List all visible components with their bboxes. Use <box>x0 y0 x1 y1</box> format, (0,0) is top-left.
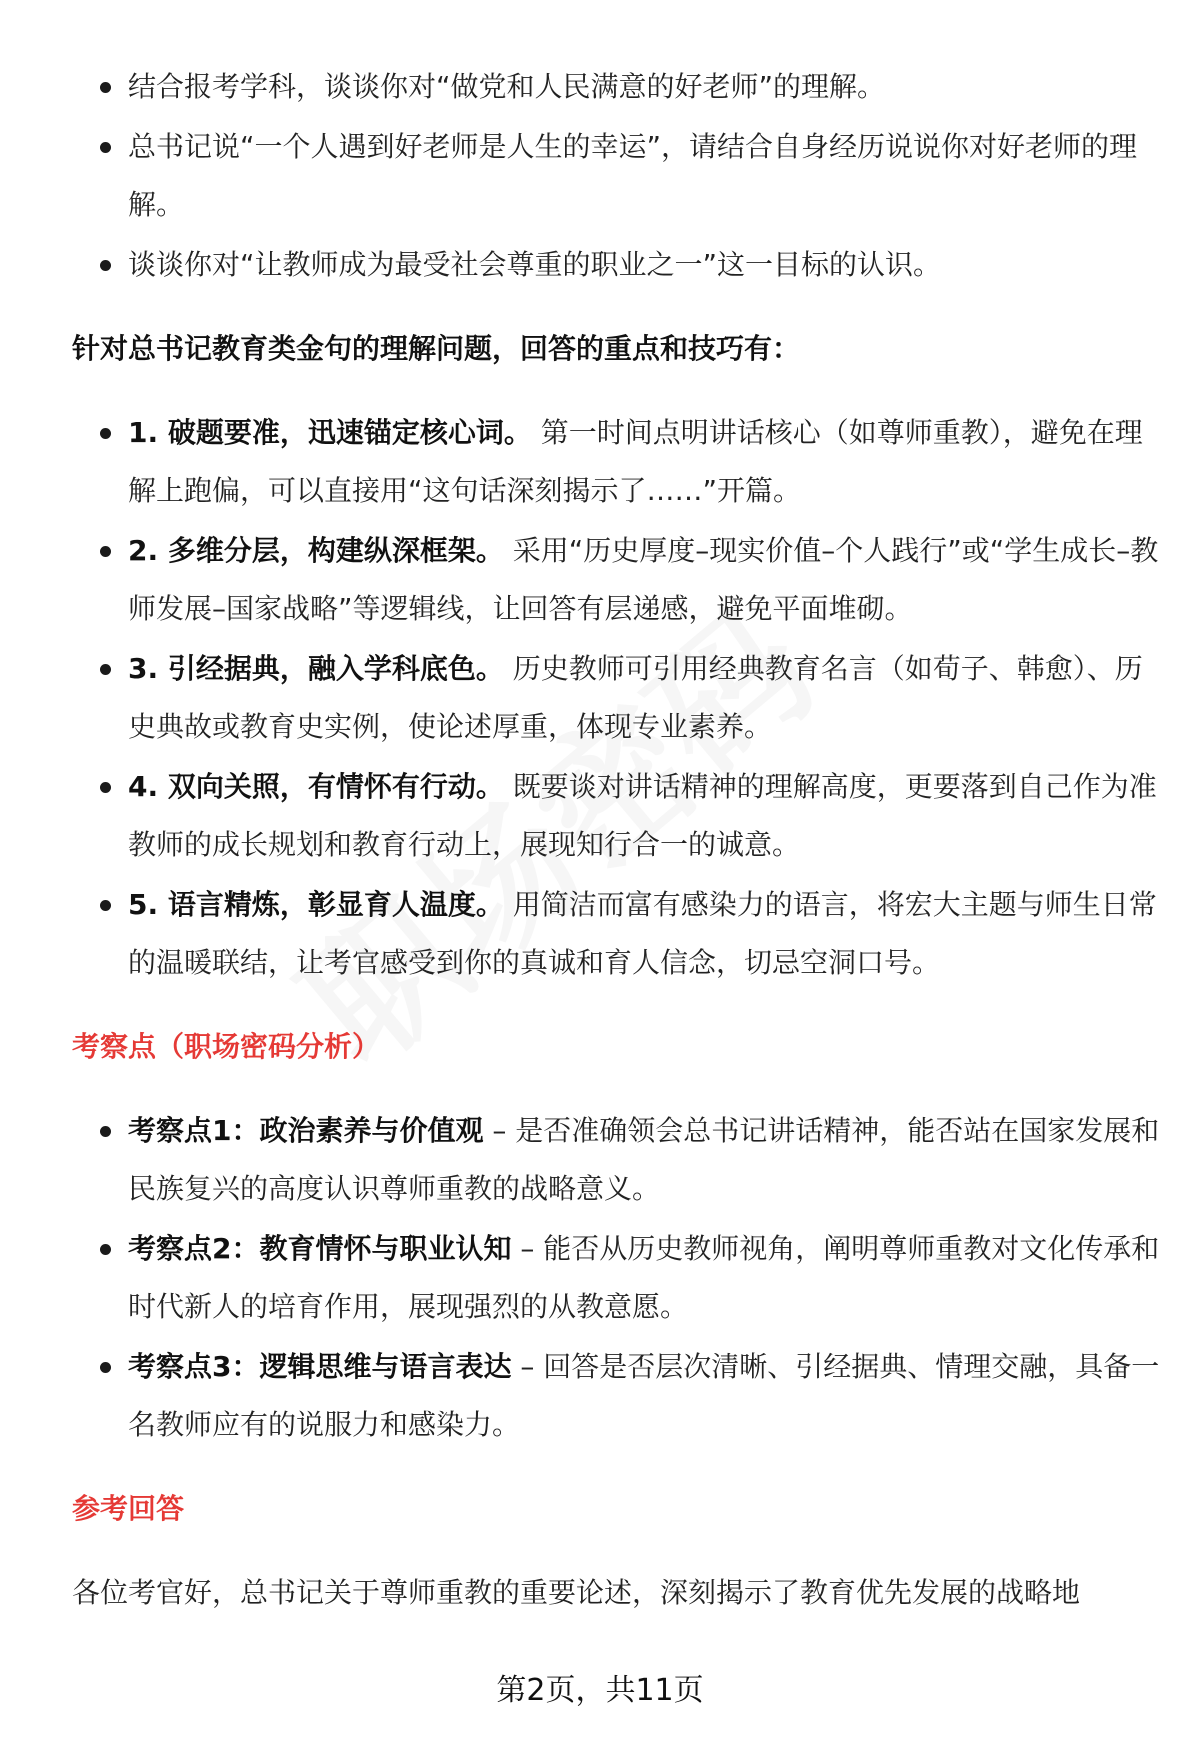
list-item <box>72 1220 1162 1336</box>
tip-title: 3. 引经据典，融入学科底色。 <box>128 652 504 685</box>
tip-text: 采用“历史厚度–现实价值–个人践行”或“学生成长–教师发展–国家战略”等逻辑线，让回答有层递感，避免平面堆砌。 <box>128 534 1159 625</box>
tip-text: 既要谈对讲话精神的理解高度，更要落到自己作为准教师的成长规划和教育行动上，展现知行合一的诚意。 <box>128 770 1157 861</box>
exam-point-title: 考察点2：教育情怀与职业认知 <box>128 1232 512 1265</box>
list-item: 结合报考学科，谈谈你对“做党和人民满意的好老师”的理解。 <box>72 58 1162 116</box>
answer-paragraph: 各位考官好，总书记关于尊师重教的重要论述，深刻揭示了教育优先发展的战略地 <box>72 1576 1081 1609</box>
list-item: 总书记说“一个人遇到好老师是人生的幸运”，请结合自身经历说说你对好老师的理解。 <box>72 118 1162 234</box>
page-number: 第2页，共11页 <box>496 1673 704 1708</box>
question-list <box>72 58 1162 294</box>
tip-title: 5. 语言精炼，彰显育人温度。 <box>128 888 504 921</box>
tip-text: 第一时间点明讲话核心（如尊师重教），避免在理解上跑偏，可以直接用“这句话深刻揭示了……”开篇。 <box>128 416 1143 507</box>
list-item <box>72 758 1162 874</box>
tip-title: 4. 双向关照，有情怀有行动。 <box>128 770 504 803</box>
tip-text: 历史教师可引用经典教育名言（如荀子、韩愈）、历史典故或教育史实例，使论述厚重，体现专业素养。 <box>128 652 1143 743</box>
document-content <box>72 58 1162 1622</box>
list-item <box>72 640 1162 756</box>
exam-point-title: 考察点3：逻辑思维与语言表达 <box>128 1350 512 1383</box>
tips-heading: 针对总书记教育类金句的理解问题，回答的重点和技巧有： <box>72 332 801 365</box>
list-item: 谈谈你对“让教师成为最受社会尊重的职业之一”这一目标的认识。 <box>72 236 1162 294</box>
exam-point-text: – 回答是否层次清晰、引经据典、情理交融，具备一名教师应有的说服力和感染力。 <box>128 1350 1160 1441</box>
list-item <box>72 1338 1162 1454</box>
exam-point-text: – 能否从历史教师视角，阐明尊师重教对文化传承和时代新人的培育作用，展现强烈的从教意愿。 <box>128 1232 1160 1323</box>
list-item <box>72 404 1162 520</box>
tip-title: 2. 多维分层，构建纵深框架。 <box>128 534 504 567</box>
exam-point-text: – 是否准确领会总书记讲话精神，能否站在国家发展和民族复兴的高度认识尊师重教的战略意义。 <box>128 1114 1160 1205</box>
list-item <box>72 876 1162 992</box>
exam-points-list <box>72 1102 1162 1454</box>
exam-points-heading: 考察点（职场密码分析） <box>72 1030 381 1063</box>
tip-title: 1. 破题要准，迅速锚定核心词。 <box>128 416 532 449</box>
list-item <box>72 1102 1162 1218</box>
tips-list <box>72 404 1162 992</box>
answer-heading: 参考回答 <box>72 1492 185 1525</box>
tip-text: 用简洁而富有感染力的语言，将宏大主题与师生日常的温暖联结，让考官感受到你的真诚和育人信念，切忌空洞口号。 <box>128 888 1157 979</box>
list-item <box>72 522 1162 638</box>
exam-point-title: 考察点1：政治素养与价值观 <box>128 1114 484 1147</box>
